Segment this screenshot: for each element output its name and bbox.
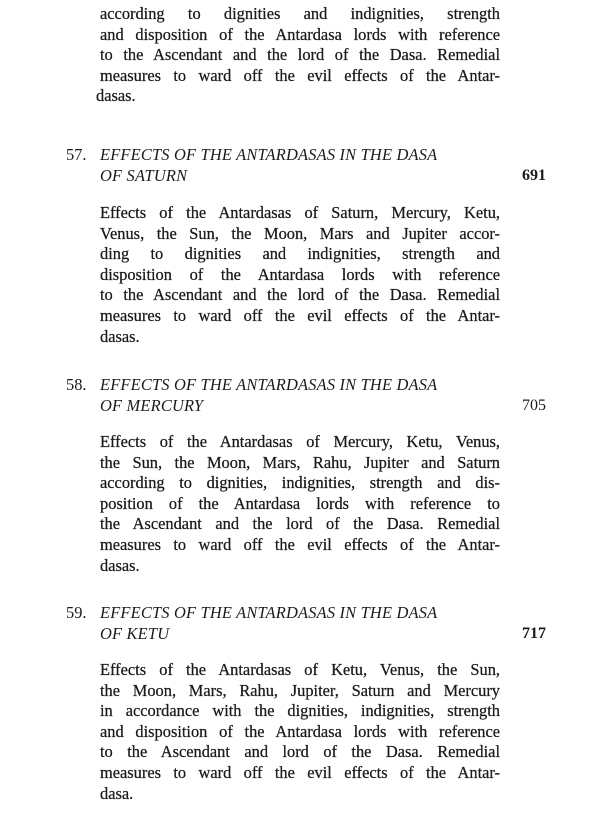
text-line: the Moon, Mars, Rahu, Jupiter, Saturn and Mercury (100, 680, 500, 700)
entry-58-description (100, 432, 500, 576)
text-line: disposition of the Antardasa lords with reference (100, 264, 500, 284)
text-line: according to dignities, indignities, strength and dis- (100, 473, 500, 493)
title-line: OF SATURN (100, 165, 188, 185)
text-line: and disposition of the Antardasa lords with reference (100, 24, 500, 44)
text-line: measures to ward off the evil effects of the Antar- (100, 305, 500, 325)
text-line: in accordance with the dignities, indignities, strength (100, 701, 500, 721)
title-line: OF MERCURY (100, 395, 204, 415)
text-line: measures to ward off the evil effects of the Antar- (100, 534, 500, 554)
continued-paragraph (96, 4, 500, 107)
text-line: dasa. (100, 783, 134, 803)
text-line: and disposition of the Antardasa lords with reference (100, 721, 500, 741)
entry-title (100, 603, 500, 644)
title-line: EFFECTS OF THE ANTARDASAS IN THE DASA (100, 375, 438, 394)
entry-57-description (100, 203, 500, 347)
entry-title (100, 145, 500, 186)
page-number: 705 (522, 396, 546, 414)
text-line: Effects of the Antardasas of Ketu, Venus, the Sun, (100, 660, 500, 679)
text-line: to the Ascendant and the lord of the Dasa. Remedial (100, 285, 500, 305)
text-line: Effects of the Antardasas of Mercury, Ketu, Venus, (100, 432, 500, 451)
text-line: position of the Antardasa lords with reference to (100, 493, 500, 513)
text-line: to the Ascendant and lord of the Dasa. Remedial (100, 742, 500, 762)
title-line: EFFECTS OF THE ANTARDASAS IN THE DASA (100, 603, 438, 622)
text-line: measures to ward off the evil effects of the Antar- (100, 762, 500, 782)
page-number: 691 (522, 166, 546, 184)
text-line: measures to ward off the evil effects of the Antar- (100, 65, 500, 85)
text-line: dasas. (96, 86, 136, 106)
text-line: dasas. (100, 555, 140, 575)
text-line: ding to dignities and indignities, strength and (100, 244, 500, 264)
text-line: to the Ascendant and the lord of the Dasa. Remedial (100, 45, 500, 65)
page-number: 717 (522, 624, 546, 642)
entry-number: 57. (66, 145, 87, 164)
text-line: Venus, the Sun, the Moon, Mars and Jupiter accor- (100, 223, 500, 243)
text-line: according to dignities and indignities, strength (100, 4, 500, 23)
title-line: EFFECTS OF THE ANTARDASAS IN THE DASA (100, 145, 438, 164)
text-line: dasas. (100, 326, 140, 346)
text-line: Effects of the Antardasas of Saturn, Mercury, Ketu, (100, 203, 500, 222)
text-line: the Ascendant and the lord of the Dasa. Remedial (100, 514, 500, 534)
title-line: OF KETU (100, 623, 170, 643)
text-line: the Sun, the Moon, Mars, Rahu, Jupiter and Saturn (100, 452, 500, 472)
entry-number: 58. (66, 375, 87, 394)
entry-59-description (100, 660, 500, 804)
entry-title (100, 375, 500, 416)
entry-number: 59. (66, 603, 87, 622)
